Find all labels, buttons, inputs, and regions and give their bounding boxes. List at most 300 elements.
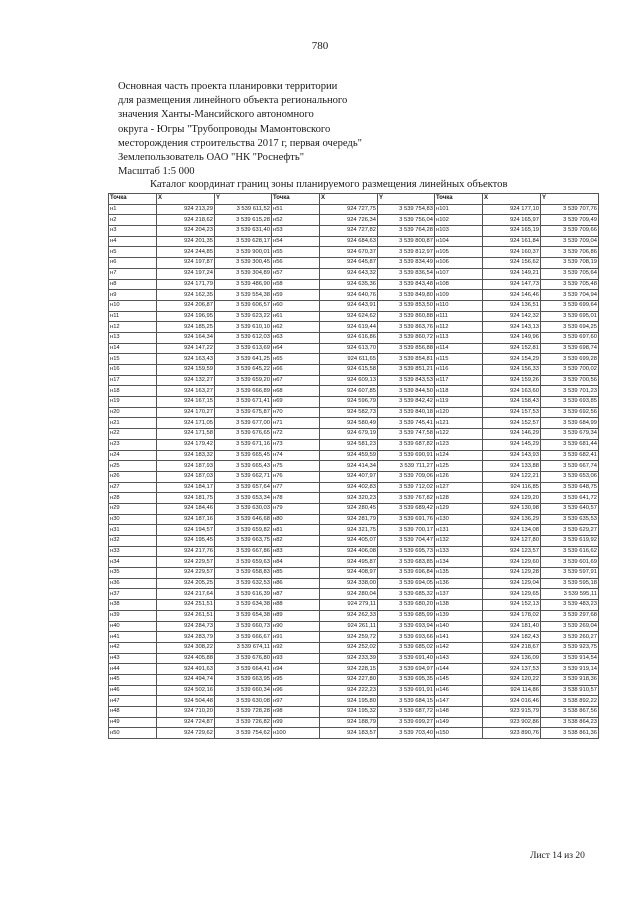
point-cell: н112 xyxy=(435,322,483,333)
point-cell: н116 xyxy=(435,365,483,376)
x-coordinate-cell: 924 197,87 xyxy=(157,258,215,269)
point-cell: н57 xyxy=(272,268,320,279)
coordinates-table xyxy=(108,193,599,739)
y-coordinate-cell: 3 539 726,82 xyxy=(215,717,272,728)
y-coordinate-cell: 3 539 812,97 xyxy=(378,247,435,258)
y-coordinate-cell: 3 539 659,20 xyxy=(215,375,272,386)
table-row xyxy=(109,268,599,279)
point-cell: н31 xyxy=(109,525,157,536)
x-coordinate-cell: 924 127,80 xyxy=(483,536,541,547)
point-cell: н10 xyxy=(109,300,157,311)
x-coordinate-cell: 924 167,15 xyxy=(157,397,215,408)
point-cell: н9 xyxy=(109,290,157,301)
y-coordinate-cell: 3 538 910,57 xyxy=(541,685,599,696)
x-coordinate-cell: 924 158,43 xyxy=(483,397,541,408)
x-coordinate-cell: 924 170,27 xyxy=(157,407,215,418)
y-coordinate-cell: 3 539 684,99 xyxy=(541,418,599,429)
x-coordinate-cell: 924 143,93 xyxy=(483,450,541,461)
y-coordinate-cell: 3 539 645,22 xyxy=(215,365,272,376)
point-cell: н49 xyxy=(109,717,157,728)
point-cell: н80 xyxy=(272,514,320,525)
table-row xyxy=(109,642,599,653)
table-row xyxy=(109,514,599,525)
y-coordinate-cell: 3 538 892,22 xyxy=(541,696,599,707)
y-coordinate-cell: 3 539 754,83 xyxy=(378,204,435,215)
x-coordinate-cell: 924 163,43 xyxy=(157,354,215,365)
y-coordinate-cell: 3 539 657,64 xyxy=(215,482,272,493)
point-cell: н68 xyxy=(272,386,320,397)
y-coordinate-cell: 3 539 665,45 xyxy=(215,450,272,461)
point-cell: н138 xyxy=(435,600,483,611)
x-coordinate-cell: 924 635,36 xyxy=(320,279,378,290)
y-coordinate-cell: 3 539 745,41 xyxy=(378,418,435,429)
x-coordinate-cell: 924 114,86 xyxy=(483,685,541,696)
point-cell: н150 xyxy=(435,728,483,739)
point-cell: н18 xyxy=(109,386,157,397)
x-coordinate-cell: 924 218,67 xyxy=(483,642,541,653)
table-row xyxy=(109,664,599,675)
y-coordinate-cell: 3 539 691,76 xyxy=(378,514,435,525)
y-coordinate-cell: 3 539 610,10 xyxy=(215,322,272,333)
x-coordinate-cell: 924 195,45 xyxy=(157,536,215,547)
y-coordinate-cell: 3 539 671,41 xyxy=(215,397,272,408)
point-cell: н133 xyxy=(435,546,483,557)
point-cell: н103 xyxy=(435,226,483,237)
y-coordinate-cell: 3 539 854,81 xyxy=(378,354,435,365)
table-row xyxy=(109,247,599,258)
point-cell: н119 xyxy=(435,397,483,408)
point-cell: н89 xyxy=(272,610,320,621)
point-cell: н139 xyxy=(435,610,483,621)
point-cell: н48 xyxy=(109,707,157,718)
point-cell: н129 xyxy=(435,503,483,514)
point-cell: н5 xyxy=(109,247,157,258)
x-coordinate-cell: 924 163,27 xyxy=(157,386,215,397)
point-cell: н42 xyxy=(109,642,157,653)
x-coordinate-cell: 924 187,03 xyxy=(157,471,215,482)
table-row xyxy=(109,717,599,728)
table-row xyxy=(109,322,599,333)
table-row xyxy=(109,471,599,482)
point-cell: н76 xyxy=(272,471,320,482)
table-row xyxy=(109,343,599,354)
y-coordinate-cell: 3 539 684,15 xyxy=(378,696,435,707)
point-cell: н114 xyxy=(435,343,483,354)
point-cell: н3 xyxy=(109,226,157,237)
table-row xyxy=(109,375,599,386)
x-coordinate-cell: 924 116,85 xyxy=(483,482,541,493)
point-cell: н143 xyxy=(435,653,483,664)
table-row xyxy=(109,653,599,664)
point-cell: н101 xyxy=(435,204,483,215)
y-coordinate-cell: 3 539 863,76 xyxy=(378,322,435,333)
x-coordinate-cell: 924 252,02 xyxy=(320,642,378,653)
point-cell: н16 xyxy=(109,365,157,376)
point-cell: н148 xyxy=(435,707,483,718)
x-coordinate-cell: 924 251,51 xyxy=(157,600,215,611)
y-coordinate-cell: 3 539 843,48 xyxy=(378,279,435,290)
point-cell: н79 xyxy=(272,503,320,514)
point-cell: н78 xyxy=(272,493,320,504)
x-coordinate-cell: 924 615,58 xyxy=(320,365,378,376)
y-coordinate-cell: 3 539 706,86 xyxy=(541,247,599,258)
x-coordinate-cell: 924 645,87 xyxy=(320,258,378,269)
point-cell: н125 xyxy=(435,461,483,472)
point-cell: н34 xyxy=(109,557,157,568)
y-coordinate-cell: 3 539 703,40 xyxy=(378,728,435,739)
x-coordinate-cell: 924 204,23 xyxy=(157,226,215,237)
point-cell: н134 xyxy=(435,557,483,568)
point-cell: н21 xyxy=(109,418,157,429)
x-coordinate-cell: 924 611,65 xyxy=(320,354,378,365)
point-cell: н95 xyxy=(272,674,320,685)
y-coordinate-cell: 3 539 687,72 xyxy=(378,707,435,718)
column-header: Y xyxy=(378,194,435,205)
y-coordinate-cell: 3 539 708,19 xyxy=(541,258,599,269)
header-line-6: Землепользователь ОАО "НК "Роснефть" xyxy=(118,152,305,164)
y-coordinate-cell: 3 539 675,87 xyxy=(215,407,272,418)
point-cell: н41 xyxy=(109,632,157,643)
point-cell: н6 xyxy=(109,258,157,269)
table-row xyxy=(109,707,599,718)
point-cell: н109 xyxy=(435,290,483,301)
y-coordinate-cell: 3 539 709,06 xyxy=(378,471,435,482)
x-coordinate-cell: 924 321,75 xyxy=(320,525,378,536)
y-coordinate-cell: 3 539 728,28 xyxy=(215,707,272,718)
y-coordinate-cell: 3 539 900,01 xyxy=(215,247,272,258)
x-coordinate-cell: 924 133,88 xyxy=(483,461,541,472)
point-cell: н27 xyxy=(109,482,157,493)
point-cell: н56 xyxy=(272,258,320,269)
point-cell: н107 xyxy=(435,268,483,279)
column-header: X xyxy=(320,194,378,205)
point-cell: н40 xyxy=(109,621,157,632)
y-coordinate-cell: 3 539 260,27 xyxy=(541,632,599,643)
x-coordinate-cell: 924 609,13 xyxy=(320,375,378,386)
y-coordinate-cell: 3 539 754,62 xyxy=(215,728,272,739)
x-coordinate-cell: 924 146,46 xyxy=(483,290,541,301)
y-coordinate-cell: 3 539 665,43 xyxy=(215,461,272,472)
y-coordinate-cell: 3 539 660,73 xyxy=(215,621,272,632)
y-coordinate-cell: 3 539 697,60 xyxy=(541,332,599,343)
y-coordinate-cell: 3 539 687,82 xyxy=(378,439,435,450)
point-cell: н137 xyxy=(435,589,483,600)
y-coordinate-cell: 3 539 597,91 xyxy=(541,568,599,579)
x-coordinate-cell: 923 915,79 xyxy=(483,707,541,718)
y-coordinate-cell: 3 539 659,63 xyxy=(215,557,272,568)
y-coordinate-cell: 3 539 842,42 xyxy=(378,397,435,408)
y-coordinate-cell: 3 539 856,88 xyxy=(378,343,435,354)
y-coordinate-cell: 3 539 844,50 xyxy=(378,386,435,397)
column-header: X xyxy=(483,194,541,205)
y-coordinate-cell: 3 539 641,25 xyxy=(215,354,272,365)
x-coordinate-cell: 924 129,60 xyxy=(483,557,541,568)
x-coordinate-cell: 924 261,11 xyxy=(320,621,378,632)
y-coordinate-cell: 3 539 685,32 xyxy=(378,589,435,600)
point-cell: н19 xyxy=(109,397,157,408)
x-coordinate-cell: 924 581,23 xyxy=(320,439,378,450)
y-coordinate-cell: 3 539 692,56 xyxy=(541,407,599,418)
point-cell: н86 xyxy=(272,578,320,589)
point-cell: н59 xyxy=(272,290,320,301)
y-coordinate-cell: 3 539 615,28 xyxy=(215,215,272,226)
point-cell: н58 xyxy=(272,279,320,290)
y-coordinate-cell: 3 539 693,66 xyxy=(378,632,435,643)
x-coordinate-cell: 924 205,25 xyxy=(157,578,215,589)
point-cell: н128 xyxy=(435,493,483,504)
point-cell: н117 xyxy=(435,375,483,386)
x-coordinate-cell: 924 165,19 xyxy=(483,226,541,237)
x-coordinate-cell: 924 120,22 xyxy=(483,674,541,685)
point-cell: н99 xyxy=(272,717,320,728)
y-coordinate-cell: 3 539 709,49 xyxy=(541,215,599,226)
point-cell: н12 xyxy=(109,322,157,333)
y-coordinate-cell: 3 539 914,54 xyxy=(541,653,599,664)
point-cell: н22 xyxy=(109,429,157,440)
y-coordinate-cell: 3 539 698,74 xyxy=(541,343,599,354)
x-coordinate-cell: 924 502,16 xyxy=(157,685,215,696)
x-coordinate-cell: 924 183,32 xyxy=(157,450,215,461)
column-header: Y xyxy=(541,194,599,205)
point-cell: н43 xyxy=(109,653,157,664)
y-coordinate-cell: 3 539 653,34 xyxy=(215,493,272,504)
y-coordinate-cell: 3 539 694,97 xyxy=(378,664,435,675)
header-line-7: Масштаб 1:5 000 xyxy=(118,166,195,178)
point-cell: н51 xyxy=(272,204,320,215)
point-cell: н93 xyxy=(272,653,320,664)
y-coordinate-cell: 3 539 677,00 xyxy=(215,418,272,429)
x-coordinate-cell: 924 187,16 xyxy=(157,514,215,525)
point-cell: н46 xyxy=(109,685,157,696)
point-cell: н94 xyxy=(272,664,320,675)
y-coordinate-cell: 3 539 747,58 xyxy=(378,429,435,440)
y-coordinate-cell: 3 539 659,82 xyxy=(215,525,272,536)
y-coordinate-cell: 3 539 664,41 xyxy=(215,664,272,675)
table-row xyxy=(109,311,599,322)
x-coordinate-cell: 924 184,17 xyxy=(157,482,215,493)
x-coordinate-cell: 924 132,27 xyxy=(157,375,215,386)
x-coordinate-cell: 924 137,53 xyxy=(483,664,541,675)
point-cell: н83 xyxy=(272,546,320,557)
point-cell: н8 xyxy=(109,279,157,290)
point-cell: н140 xyxy=(435,621,483,632)
point-cell: н7 xyxy=(109,268,157,279)
table-row xyxy=(109,258,599,269)
y-coordinate-cell: 3 539 613,69 xyxy=(215,343,272,354)
y-coordinate-cell: 3 539 704,47 xyxy=(378,536,435,547)
x-coordinate-cell: 924 130,98 xyxy=(483,503,541,514)
table-row xyxy=(109,386,599,397)
x-coordinate-cell: 924 157,53 xyxy=(483,407,541,418)
x-coordinate-cell: 924 228,15 xyxy=(320,664,378,675)
x-coordinate-cell: 924 152,13 xyxy=(483,600,541,611)
y-coordinate-cell: 3 539 764,28 xyxy=(378,226,435,237)
y-coordinate-cell: 3 539 641,72 xyxy=(541,493,599,504)
y-coordinate-cell: 3 539 695,73 xyxy=(378,546,435,557)
table-row xyxy=(109,685,599,696)
x-coordinate-cell: 924 016,46 xyxy=(483,696,541,707)
point-cell: н118 xyxy=(435,386,483,397)
table-row xyxy=(109,546,599,557)
point-cell: н75 xyxy=(272,461,320,472)
table-row xyxy=(109,568,599,579)
x-coordinate-cell: 924 607,85 xyxy=(320,386,378,397)
table-row xyxy=(109,621,599,632)
point-cell: н52 xyxy=(272,215,320,226)
y-coordinate-cell: 3 539 694,25 xyxy=(541,322,599,333)
table-row xyxy=(109,461,599,472)
point-cell: н30 xyxy=(109,514,157,525)
point-cell: н72 xyxy=(272,429,320,440)
y-coordinate-cell: 3 539 685,02 xyxy=(378,642,435,653)
x-coordinate-cell: 924 164,34 xyxy=(157,332,215,343)
y-coordinate-cell: 3 539 658,83 xyxy=(215,568,272,579)
x-coordinate-cell: 924 582,73 xyxy=(320,407,378,418)
x-coordinate-cell: 924 171,58 xyxy=(157,429,215,440)
x-coordinate-cell: 924 408,97 xyxy=(320,568,378,579)
x-coordinate-cell: 924 177,10 xyxy=(483,204,541,215)
x-coordinate-cell: 924 279,11 xyxy=(320,600,378,611)
y-coordinate-cell: 3 539 919,14 xyxy=(541,664,599,675)
x-coordinate-cell: 924 147,22 xyxy=(157,343,215,354)
x-coordinate-cell: 924 136,29 xyxy=(483,514,541,525)
y-coordinate-cell: 3 538 861,36 xyxy=(541,728,599,739)
document-header xyxy=(118,80,418,179)
x-coordinate-cell: 924 405,88 xyxy=(157,653,215,664)
table-row xyxy=(109,696,599,707)
point-cell: н25 xyxy=(109,461,157,472)
table-row xyxy=(109,226,599,237)
x-coordinate-cell: 924 185,25 xyxy=(157,322,215,333)
x-coordinate-cell: 924 491,63 xyxy=(157,664,215,675)
point-cell: н37 xyxy=(109,589,157,600)
x-coordinate-cell: 924 280,45 xyxy=(320,503,378,514)
point-cell: н104 xyxy=(435,236,483,247)
y-coordinate-cell: 3 539 554,38 xyxy=(215,290,272,301)
x-coordinate-cell: 924 580,49 xyxy=(320,418,378,429)
x-coordinate-cell: 924 129,28 xyxy=(483,568,541,579)
x-coordinate-cell: 924 129,65 xyxy=(483,589,541,600)
x-coordinate-cell: 924 729,62 xyxy=(157,728,215,739)
table-row xyxy=(109,450,599,461)
y-coordinate-cell: 3 539 712,02 xyxy=(378,482,435,493)
point-cell: н92 xyxy=(272,642,320,653)
y-coordinate-cell: 3 539 648,75 xyxy=(541,482,599,493)
x-coordinate-cell: 924 206,87 xyxy=(157,300,215,311)
table-row xyxy=(109,557,599,568)
table-row xyxy=(109,236,599,247)
column-header: Y xyxy=(215,194,272,205)
x-coordinate-cell: 924 283,79 xyxy=(157,632,215,643)
point-cell: н81 xyxy=(272,525,320,536)
y-coordinate-cell: 3 539 606,57 xyxy=(215,300,272,311)
point-cell: н13 xyxy=(109,332,157,343)
x-coordinate-cell: 923 890,76 xyxy=(483,728,541,739)
y-coordinate-cell: 3 539 654,38 xyxy=(215,610,272,621)
y-coordinate-cell: 3 539 756,04 xyxy=(378,215,435,226)
x-coordinate-cell: 924 171,79 xyxy=(157,279,215,290)
x-coordinate-cell: 924 406,08 xyxy=(320,546,378,557)
y-coordinate-cell: 3 539 840,18 xyxy=(378,407,435,418)
x-coordinate-cell: 924 229,57 xyxy=(157,557,215,568)
point-cell: н1 xyxy=(109,204,157,215)
y-coordinate-cell: 3 539 843,53 xyxy=(378,375,435,386)
point-cell: н130 xyxy=(435,514,483,525)
point-cell: н63 xyxy=(272,332,320,343)
y-coordinate-cell: 3 539 700,56 xyxy=(541,375,599,386)
point-cell: н142 xyxy=(435,642,483,653)
column-header: Точка xyxy=(272,194,320,205)
point-cell: н123 xyxy=(435,439,483,450)
y-coordinate-cell: 3 539 631,40 xyxy=(215,226,272,237)
x-coordinate-cell: 924 152,81 xyxy=(483,343,541,354)
x-coordinate-cell: 924 160,37 xyxy=(483,247,541,258)
header-line-2: для размещения линейного объекта регионального xyxy=(118,95,348,107)
x-coordinate-cell: 924 197,24 xyxy=(157,268,215,279)
header-line-3: значения Ханты-Мансийского автономного xyxy=(118,109,314,121)
y-coordinate-cell: 3 539 269,04 xyxy=(541,621,599,632)
table-row xyxy=(109,397,599,408)
x-coordinate-cell: 924 495,87 xyxy=(320,557,378,568)
x-coordinate-cell: 924 244,85 xyxy=(157,247,215,258)
sheet-number: Лист 14 из 20 xyxy=(530,851,585,861)
x-coordinate-cell: 924 159,59 xyxy=(157,365,215,376)
x-coordinate-cell: 924 320,23 xyxy=(320,493,378,504)
table-row xyxy=(109,365,599,376)
point-cell: н24 xyxy=(109,450,157,461)
x-coordinate-cell: 924 218,62 xyxy=(157,215,215,226)
y-coordinate-cell: 3 539 297,68 xyxy=(541,610,599,621)
x-coordinate-cell: 924 217,76 xyxy=(157,546,215,557)
x-coordinate-cell: 924 494,74 xyxy=(157,674,215,685)
x-coordinate-cell: 924 284,73 xyxy=(157,621,215,632)
x-coordinate-cell: 924 196,95 xyxy=(157,311,215,322)
point-cell: н147 xyxy=(435,696,483,707)
x-coordinate-cell: 924 194,57 xyxy=(157,525,215,536)
x-coordinate-cell: 924 146,29 xyxy=(483,429,541,440)
y-coordinate-cell: 3 539 689,42 xyxy=(378,503,435,514)
y-coordinate-cell: 3 539 695,35 xyxy=(378,674,435,685)
point-cell: н102 xyxy=(435,215,483,226)
point-cell: н108 xyxy=(435,279,483,290)
x-coordinate-cell: 924 684,63 xyxy=(320,236,378,247)
y-coordinate-cell: 3 538 867,56 xyxy=(541,707,599,718)
point-cell: н121 xyxy=(435,418,483,429)
y-coordinate-cell: 3 539 486,90 xyxy=(215,279,272,290)
y-coordinate-cell: 3 539 700,02 xyxy=(541,365,599,376)
point-cell: н2 xyxy=(109,215,157,226)
point-cell: н54 xyxy=(272,236,320,247)
x-coordinate-cell: 924 182,43 xyxy=(483,632,541,643)
point-cell: н71 xyxy=(272,418,320,429)
y-coordinate-cell: 3 539 694,05 xyxy=(378,578,435,589)
x-coordinate-cell: 924 181,40 xyxy=(483,621,541,632)
point-cell: н69 xyxy=(272,397,320,408)
x-coordinate-cell: 924 181,75 xyxy=(157,493,215,504)
y-coordinate-cell: 3 539 691,40 xyxy=(378,653,435,664)
y-coordinate-cell: 3 539 595,18 xyxy=(541,578,599,589)
x-coordinate-cell: 924 619,44 xyxy=(320,322,378,333)
point-cell: н32 xyxy=(109,536,157,547)
y-coordinate-cell: 3 539 667,86 xyxy=(215,546,272,557)
point-cell: н90 xyxy=(272,621,320,632)
x-coordinate-cell: 924 179,42 xyxy=(157,439,215,450)
x-coordinate-cell: 924 280,04 xyxy=(320,589,378,600)
point-cell: н29 xyxy=(109,503,157,514)
y-coordinate-cell: 3 539 695,01 xyxy=(541,311,599,322)
point-cell: н110 xyxy=(435,300,483,311)
x-coordinate-cell: 924 178,02 xyxy=(483,610,541,621)
